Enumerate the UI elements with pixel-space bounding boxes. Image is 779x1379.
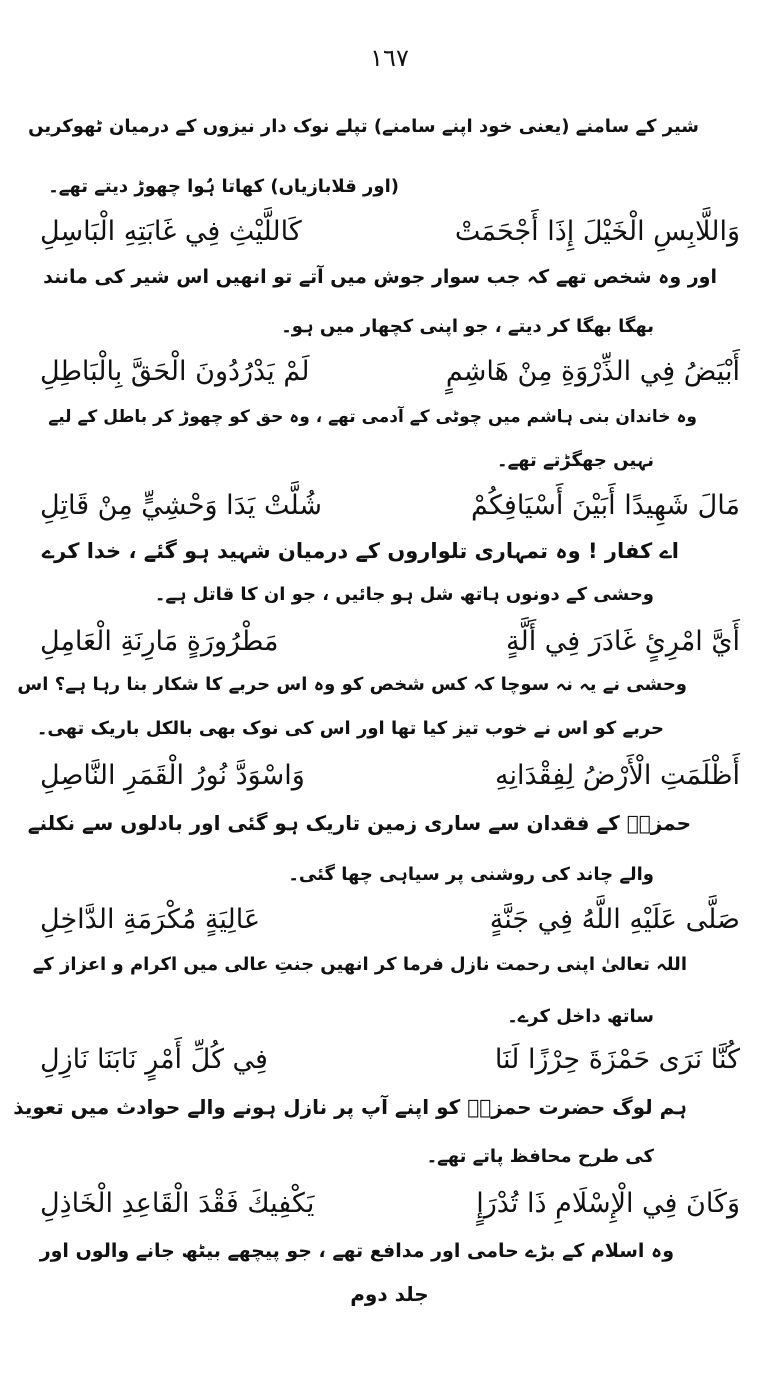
verse-8 [40,1184,740,1226]
verse-3 [40,486,740,528]
intro-line-1: شیر کے سامنے (یعنی خود اپنے سامنے) تپلے نوک دار نیزوں کے درمیان ٹھوکریں [28,116,699,137]
verse-3-first-hemistich: مَالَ شَهِيدًا أَبَيْنَ أَسْيَافِكُمْ [471,490,740,521]
verse-5 [40,756,740,798]
page-number: ١٦٧ [370,44,409,72]
intro-line-2: (اور قلابازیاں) کھاتا ہُوا چھوڑ دیتے تھے۔ [48,176,399,197]
verse-1-first-hemistich: وَاللَّابِسِ الْخَيْلَ إِذَا أَجْحَمَتْ [454,216,740,247]
verse-4-first-hemistich: أَيَّ امْرِئٍ غَادَرَ فِي أَلَّةٍ [506,626,740,657]
verse-4 [40,622,740,664]
verse-4-translation-line-2: حربے کو اس نے خوب تیز کیا تھا اور اس کی نوک بھی بالکل باریک تھی۔ [36,718,664,739]
verse-2-first-hemistich: أَبْيَضُ فِي الذِّرْوَةِ مِنْ هَاشِمٍ [445,356,740,387]
verse-3-translation-line-1: اے کفار ! وہ تمہاری تلواروں کے درمیان شہید ہو گئے ، خدا کرے [41,539,679,563]
verse-5-first-hemistich: أَظْلَمَتِ الْأَرْضُ لِفِقْدَانِهِ [494,760,740,791]
verse-4-second-hemistich: مَطْرُورَةٍ مَارِنَةِ الْعَامِلِ [40,626,279,657]
verse-4-translation-line-1: وحشی نے یہ نہ سوچا کہ کس شخص کو وہ اس حربے کا شکار بنا رہا ہے؟ اس [17,674,687,695]
verse-8-translation-line-1: وہ اسلام کے بڑے حامی اور مدافع تھے ، جو پیچھے بیٹھ جانے والوں اور [39,1240,674,1262]
volume-footer: جلد دوم [350,1282,429,1306]
verse-3-translation-line-2: وحشی کے دونوں ہاتھ شل ہو جائیں ، جو ان کا قاتل ہے۔ [154,584,654,605]
verse-7-first-hemistich: كُنَّا نَرَى حَمْزَةَ حِرْزًا لَنَا [494,1044,740,1075]
verse-1-translation-line-1: اور وہ شخص تھے کہ جب سوار جوش میں آتے تو انھیں اس شیر کی مانند [43,266,717,288]
verse-1 [40,212,740,254]
verse-7 [40,1040,740,1082]
verse-1-translation-line-2: بھگا بھگا کر دیتے ، جو اپنی کچھار میں ہو۔ [281,316,654,337]
verse-5-translation-line-1: حمزہؓ کے فقدان سے ساری زمین تاریک ہو گئی اور بادلوں سے نکلنے [27,811,691,835]
verse-2-second-hemistich: لَمْ يَدْرُدُونَ الْحَقَّ بِالْبَاطِلِ [40,356,310,387]
verse-2-translation-line-2: نہیں جھگڑتے تھے۔ [497,450,654,471]
verse-1-second-hemistich: كَاللَّيْثِ فِي غَابَتِهِ الْبَاسِلِ [40,216,302,247]
verse-8-first-hemistich: وَكَانَ فِي الْإِسْلَامِ ذَا تُدْرَإٍ [476,1188,740,1219]
verse-7-second-hemistich: فِي كُلِّ أَمْرٍ نَابَنَا نَازِلِ [40,1044,268,1075]
verse-7-translation-line-1: ہم لوگ حضرت حمزہؓ کو اپنے آپ پر نازل ہونے والے حوادث میں تعویذ [13,1095,687,1119]
verse-5-second-hemistich: وَاسْوَدَّ نُورُ الْقَمَرِ النَّاصِلِ [40,760,305,791]
verse-6-translation-line-2: ساتھ داخل کرے۔ [507,1006,654,1027]
verse-6 [40,900,740,942]
verse-8-second-hemistich: يَكْفِيكَ فَقْدَ الْقَاعِدِ الْخَاذِلِ [40,1188,315,1219]
verse-6-second-hemistich: عَالِيَةٍ مُكْرَمَةِ الدَّاخِلِ [40,904,261,935]
verse-6-translation-line-1: اللہ تعالیٰ اپنی رحمت نازل فرما کر انھیں جنتِ عالی میں اکرام و اعزاز کے [32,954,687,975]
verse-7-translation-line-2: کی طرح محافظ پاتے تھے۔ [426,1146,654,1167]
verse-2 [40,352,740,394]
verse-6-first-hemistich: صَلَّى عَلَيْهِ اللَّهُ فِي جَنَّةٍ [489,904,740,935]
verse-5-translation-line-2: والے چاند کی روشنی پر سیاہی چھا گئی۔ [288,864,654,885]
verse-3-second-hemistich: شُلَّتْ يَدَا وَحْشِيٍّ مِنْ قَاتِلِ [40,490,323,521]
verse-2-translation-line-1: وہ خاندان بنی ہاشم میں چوٹی کے آدمی تھے ، وہ حق کو چھوڑ کر باطل کے لیے [48,407,697,427]
